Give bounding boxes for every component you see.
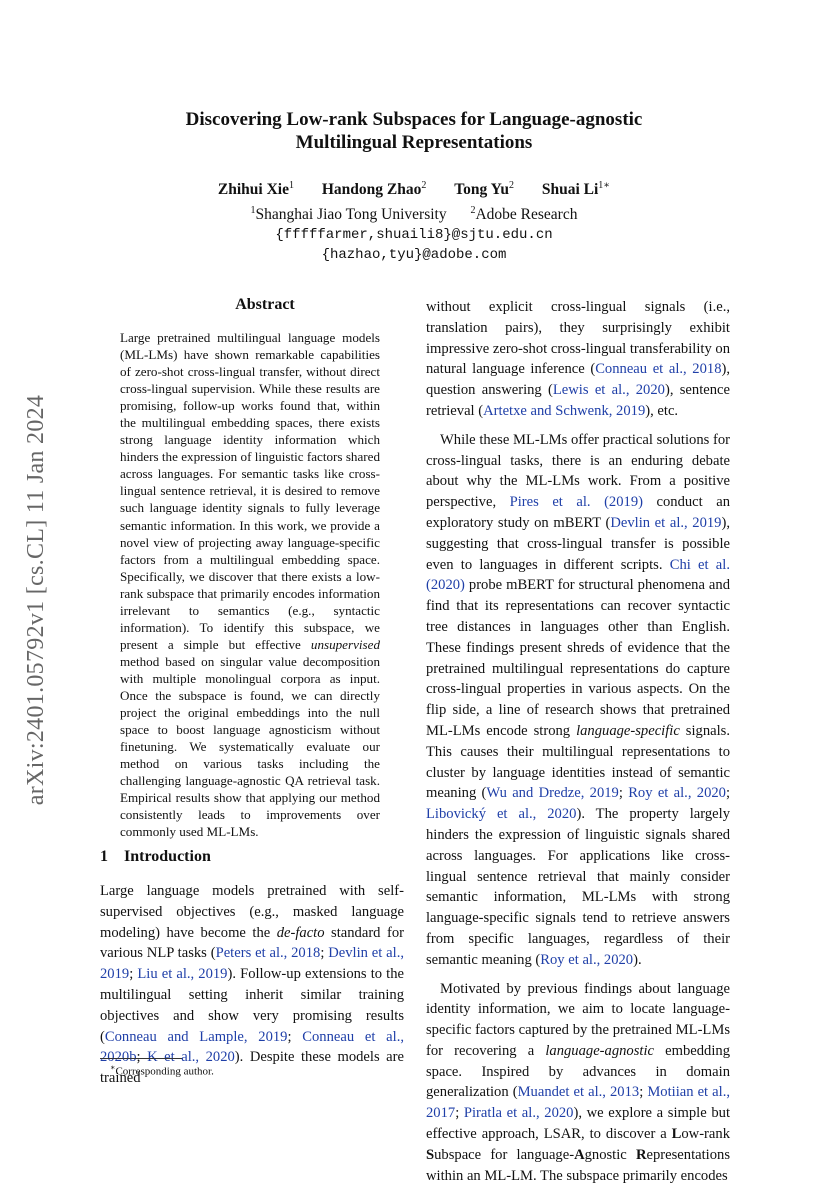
footnote: ∗Corresponding author. [110, 1063, 214, 1078]
abstract-text: Large pretrained multilingual language models (ML-LMs) have shown remarkable capabilities of zero-shot cross-lingual transfer, without direct cross-lingual supervision. While these results are promising, follow-up works found that, within the multilingual embedding spaces, there exists strong language identity information which hinders the expression of linguistic factors shared across languages. For semantic tasks like cross-lingual sentence retrieval, it is desired to remove such language identity signals to fully leverage semantic information. In this work, we provide a novel view of projecting away language-specific factors from a multilingual embedding space. Specifically, we discover that there exists a low-rank subspace that primarily encodes information irrelevant to semantics (e.g., syntactic information). To identify this subspace, we present a simple but effective unsupervised method based on singular value decomposition with multiple monolingual corpora as input. Once the subspace is found, we can directly project the original embeddings into the null space to boost language agnosticism without finetuning. We systematically evaluate our method on various tasks including the challenging language-agnostic QA retrieval task. Empirical results show that applying our method consistently leads to improvements over commonly used ML-LMs. [120, 329, 380, 840]
citation-link[interactable]: Chi et al. (2020) [426, 557, 730, 594]
title-line-2: Multilingual Representations [100, 131, 728, 154]
section-heading: 1 Introduction [100, 848, 211, 866]
citation-link[interactable]: Roy et al., 2020 [628, 785, 726, 801]
citation-link[interactable]: Liu et al., 2019 [137, 966, 227, 982]
citation-link[interactable]: Peters et al., 2018 [216, 945, 321, 961]
citation-link[interactable]: Devlin et al., 2019 [100, 945, 404, 982]
paper-title [100, 108, 728, 154]
email-line: {hazhao,tyu}@adobe.com [100, 245, 728, 265]
citation-link[interactable]: Conneau et al., 2018 [595, 361, 721, 377]
citation-link[interactable]: Devlin et al., 2019 [610, 515, 721, 531]
citation-link[interactable]: Wu and Dredze, 2019 [486, 785, 618, 801]
citation-link[interactable]: Libovický et al., 2020 [426, 806, 576, 822]
citation-link[interactable]: Pires et al. (2019) [510, 494, 643, 510]
citation-link[interactable]: Lewis et al., 2020 [553, 382, 665, 398]
intro-column-left: Large language models pretrained with self-supervised objectives (e.g., masked language modeling) have become the de-facto standard for various NLP tasks (Peters et al., 2018; Devlin et al., 2019; Liu et al., 2019). Follow-up extensions to the multilingual setting inherit similar training objectives and show very promising results (Conneau and Lample, 2019; Conneau et al., 2020b; K et al., 2020). Despite these models are trained [100, 881, 404, 1089]
citation-link[interactable]: Conneau et al., 2020b [100, 1029, 404, 1066]
author: Handong Zhao$^2$ [322, 181, 427, 198]
citation-link[interactable]: Motiian et al., 2017 [426, 1084, 730, 1121]
title-line-1: Discovering Low-rank Subspaces for Language-agnostic [100, 108, 728, 131]
citation-link[interactable]: K et al., 2020 [147, 1049, 235, 1065]
affiliation: $^1$Shanghai Jiao Tong University [251, 206, 447, 223]
affiliations [100, 201, 728, 225]
citation-link[interactable]: Artetxe and Schwenk, 2019 [483, 403, 645, 419]
email-line: {fffffarmer,shuaili8}@sjtu.edu.cn [100, 225, 728, 245]
author-names [100, 176, 728, 200]
paragraph: While these ML-LMs offer practical solutions for cross-lingual tasks, there is an enduring debate about why the ML-LMs work. From a positive perspective, Pires et al. (2019) conduct an exploratory study on mBERT (Devlin et al., 2019), suggesting that cross-lingual transfer is possible even to languages in different scripts. Chi et al. (2020) probe mBERT for structural phenomena and find that its representations can recover syntactic tree distances in languages other than English. These findings present shreds of evidence that the pretrained multilingual representations do capture cross-lingual properties in various aspects. On the flip side, a line of research shows that pretrained ML-LMs encode strong language-specific signals. This causes their multilingual representations to cluster by language identities instead of semantic meaning (Wu and Dredze, 2019; Roy et al., 2020; Libovický et al., 2020). The property largely hinders the expression of linguistic signals shared across languages. For applications like cross-lingual sentence retrieval that mainly consider semantic information, ML-LMs with strong language-specific signals tend to retrieve answers from specific languages, regardless of their semantic meaning (Roy et al., 2020). [426, 430, 730, 971]
citation-link[interactable]: Piratla et al., 2020 [464, 1105, 574, 1121]
intro-column-right [426, 297, 730, 1186]
citation-link[interactable]: Muandet et al., 2013 [518, 1084, 640, 1100]
author: Shuai $Li^{1∗}$ [542, 181, 610, 198]
paragraph: without explicit cross-lingual signals (i.e., translation pairs), they surprisingly exhibit impressive zero-shot cross-lingual transferability on natural language inference (Conneau et al., 2018), question answering (Lewis et al., 2020), sentence retrieval (Artetxe and Schwenk, 2019), etc. [426, 297, 730, 422]
paragraph: Motivated by previous findings about language identity information, we aim to locate language-specific factors captured by the pretrained ML-LMs for recovering a language-agnostic embedding space. Inspired by advances in domain generalization (Muandet et al., 2013; Motiian et al., 2017; Piratla et al., 2020), we explore a simple but effective approach, LSAR, to discover a Low-rank Subspace for language-Agnostic Representations within an ML-LM. The subspace primarily encodes [426, 979, 730, 1186]
citation-link[interactable]: Roy et al., 2020 [540, 952, 633, 968]
abstract-heading: Abstract [120, 296, 410, 314]
author: Tong Yu$^2$ [454, 181, 514, 198]
affiliation: $^2$Adobe Research [470, 206, 577, 223]
author: Zhihui Xie$^1$ [218, 181, 294, 198]
footnote-rule [100, 1058, 182, 1059]
citation-link[interactable]: Conneau and Lample, 2019 [105, 1029, 288, 1045]
author-block [100, 176, 728, 265]
arxiv-side-label: arXiv:2401.05792v1 [cs.CL] 11 Jan 2024 [23, 340, 53, 860]
